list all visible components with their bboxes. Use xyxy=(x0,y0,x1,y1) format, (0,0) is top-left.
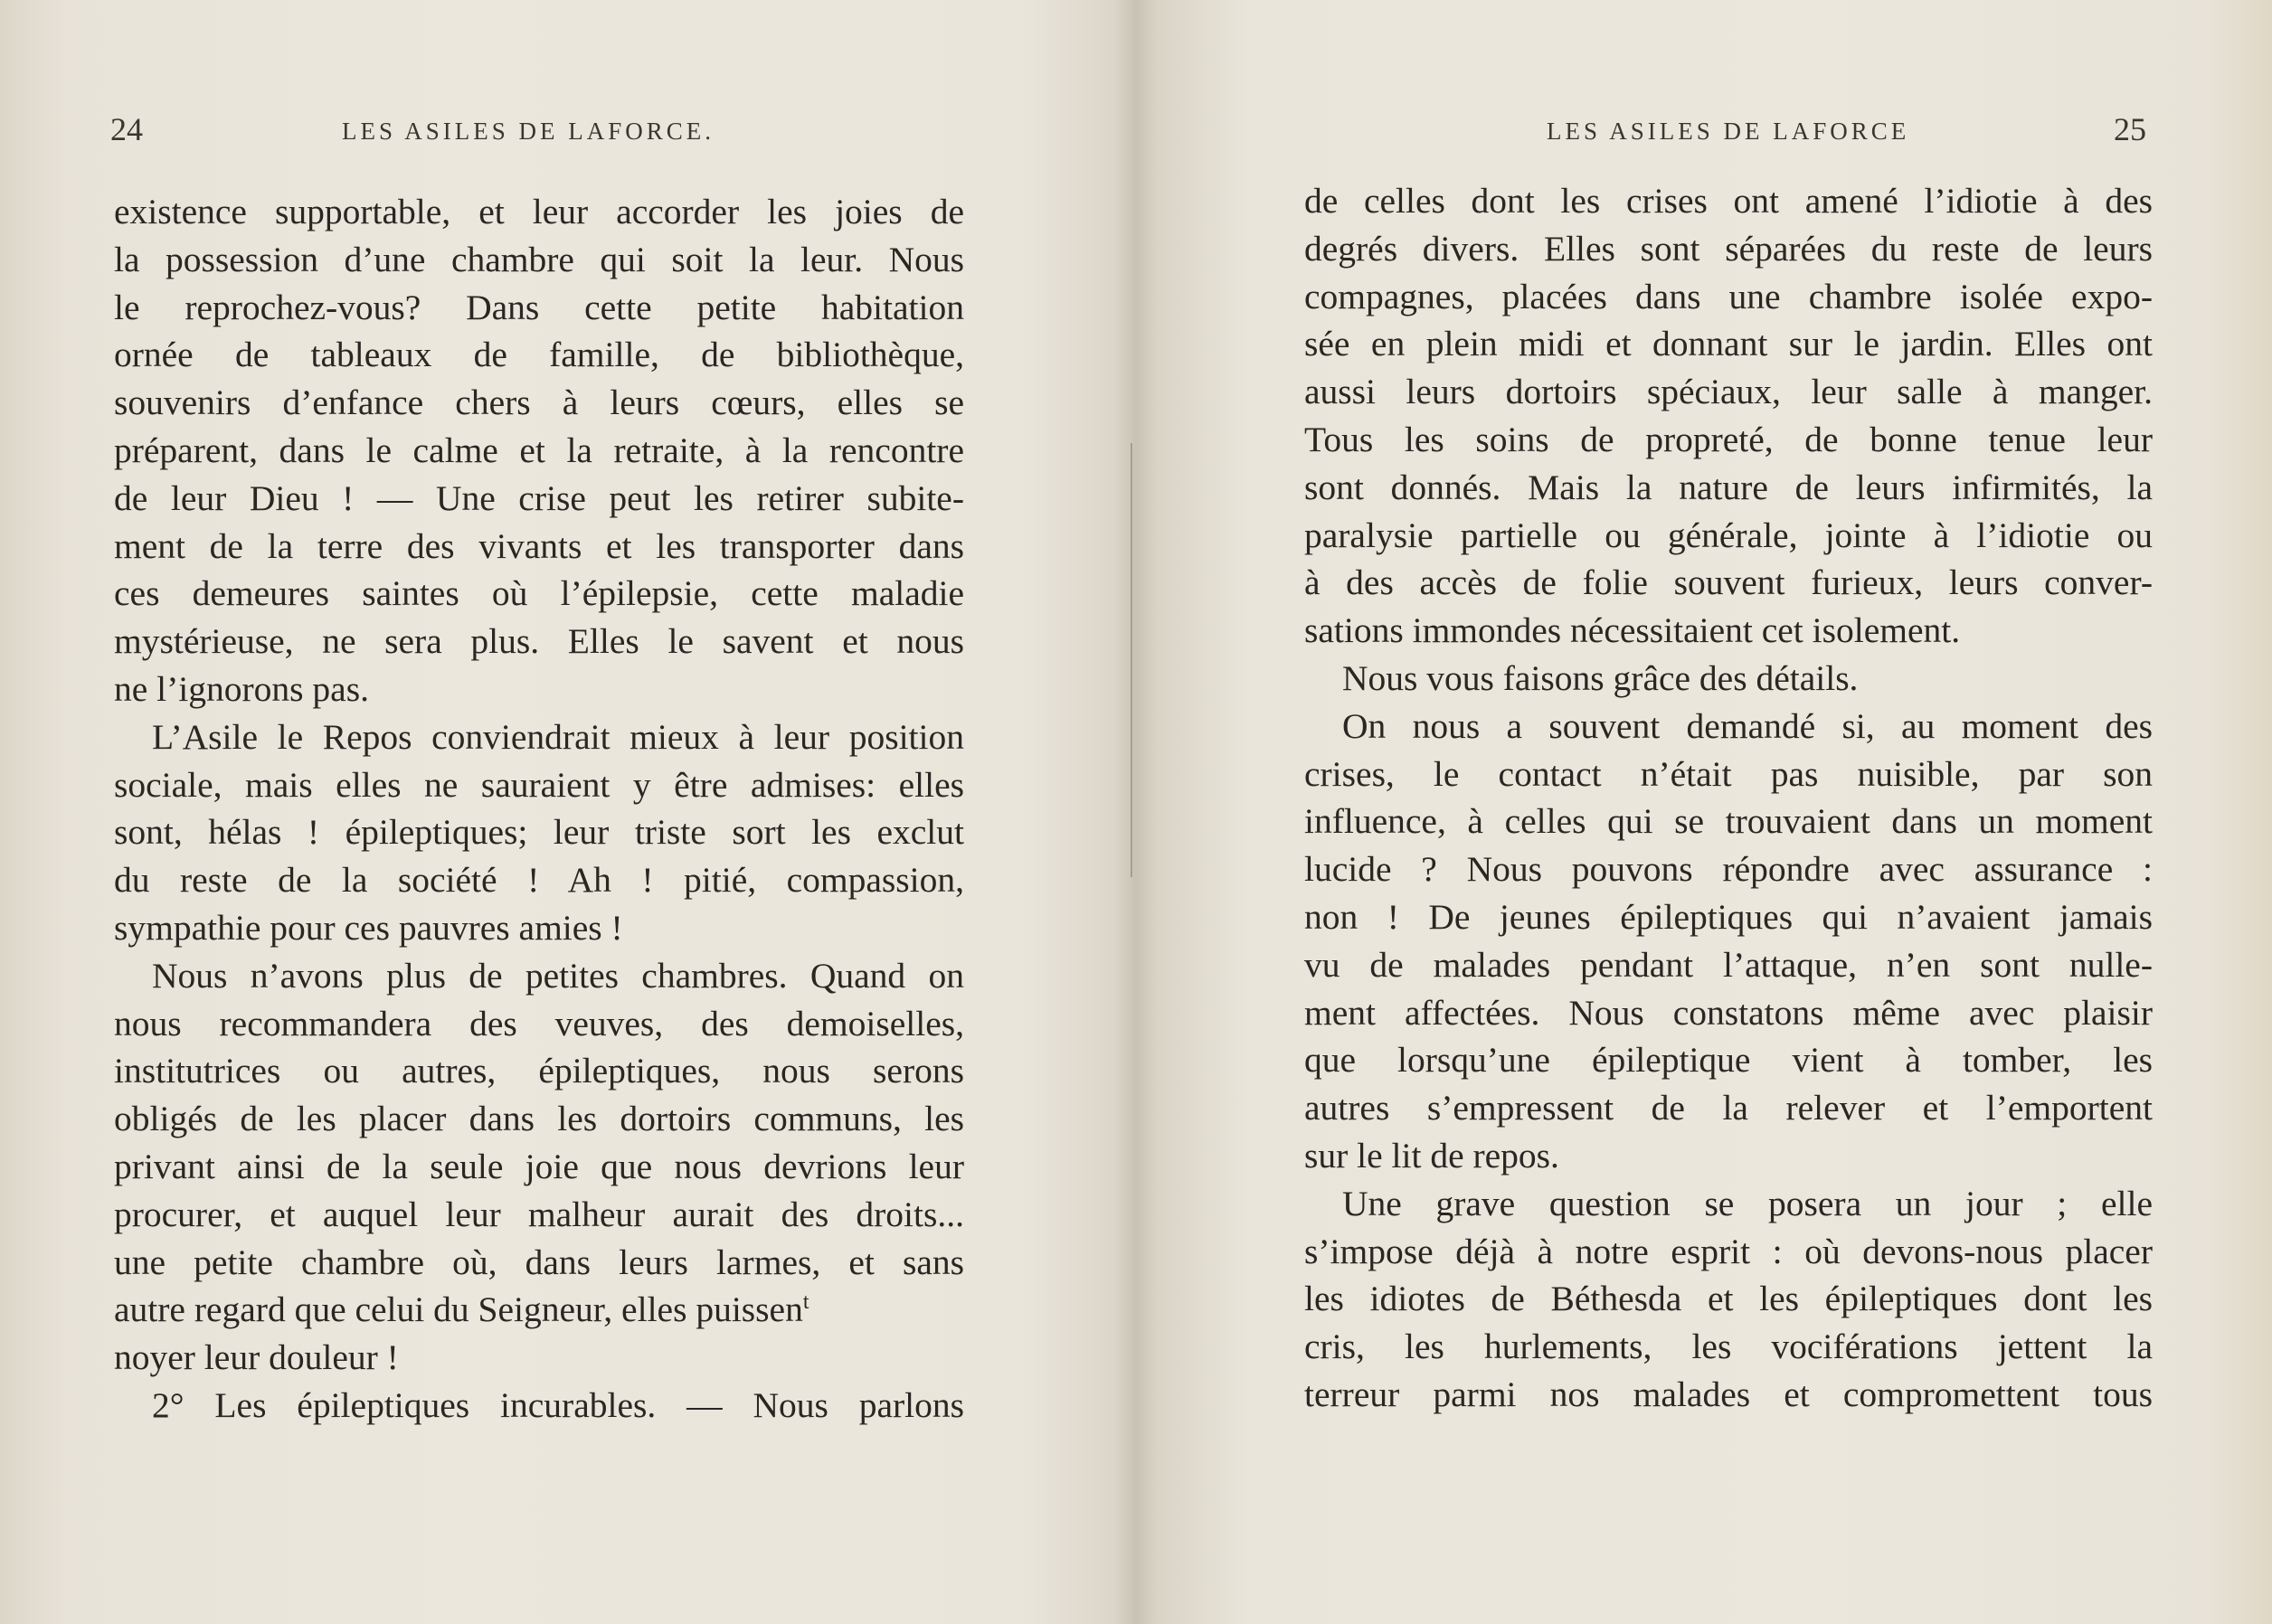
text-line: obligés de les placer dans les dortoirs communs, les xyxy=(114,1099,964,1139)
text-line: la possession d’une chambre qui soit la leur. Nous xyxy=(114,239,964,279)
text-line: sociale, mais elles ne sauraient y être admises: elles xyxy=(114,764,964,805)
text-fragment: autre regard que celui du Seigneur, elles puissen xyxy=(114,1289,803,1330)
text-line: noyer leur douleur ! xyxy=(114,1337,399,1378)
text-line: Nous vous faisons grâce des détails. xyxy=(1342,657,1859,698)
running-head: LES ASILES DE LAFORCE xyxy=(1547,118,1910,145)
text-line: Nous n’avons plus de petites chambres. Quand on xyxy=(152,955,964,996)
text-line: non ! De jeunes épileptiques qui n’avaient jamais xyxy=(1304,896,2153,937)
text-line: Tous les soins de propreté, de bonne tenue leur xyxy=(1304,419,2153,459)
text-line: que lorsqu’une épileptique vient à tomber, les xyxy=(1304,1040,2153,1081)
text-line: sympathie pour ces pauvres amies ! xyxy=(114,907,623,948)
text-line: les idiotes de Béthesda et les épileptiques dont les xyxy=(1304,1279,2153,1319)
text-line: de leur Dieu ! — Une crise peut les retirer subite- xyxy=(114,477,964,518)
right-page xyxy=(1141,0,2272,1624)
page-body xyxy=(114,188,964,1430)
text-line: autres s’empressent de la relever et l’emportent xyxy=(1304,1088,2153,1128)
text-line: privant ainsi de la seule joie que nous devrions leur xyxy=(114,1146,964,1186)
text-line: influence, à celles qui se trouvaient dans un moment xyxy=(1304,801,2153,842)
text-line: institutrices ou autres, épileptiques, nous serons xyxy=(114,1051,964,1091)
text-line: paralysie partielle ou générale, jointe à l’idiotie ou xyxy=(1304,515,2153,555)
running-head: LES ASILES DE LAFORCE. xyxy=(342,118,715,145)
text-line: le reprochez-vous? Dans cette petite habitation xyxy=(114,287,964,327)
text-line: sée en plein midi et donnant sur le jardin. Elles ont xyxy=(1304,324,2153,364)
text-line: existence supportable, et leur accorder les joies de xyxy=(114,192,964,231)
text-line: à des accès de folie souvent furieux, leurs conver- xyxy=(1304,562,2153,603)
superscript-letter: t xyxy=(802,1290,809,1315)
text-line: compagnes, placées dans une chambre isolée expo- xyxy=(1304,276,2153,316)
text-line: procurer, et auquel leur malheur aurait des droits... xyxy=(114,1194,964,1234)
text-line: sations immondes nécessitaient cet isolement. xyxy=(1304,610,1961,651)
text-line-with-superscript xyxy=(114,1286,964,1334)
text-line: de celles dont les crises ont amené l’idiotie à des xyxy=(1304,181,2153,221)
text-line: du reste de la société ! Ah ! pitié, compassion, xyxy=(114,860,964,901)
text-line: souvenirs d’enfance chers à leurs cœurs, elles se xyxy=(114,382,964,423)
text-line: nous recommandera des veuves, des demoiselles, xyxy=(114,1003,964,1043)
text-line: sont, hélas ! épileptiques; leur triste sort les exclut xyxy=(114,812,964,853)
page-number: 24 xyxy=(110,111,143,147)
text-line: sur le lit de repos. xyxy=(1304,1135,1559,1176)
text-line: On nous a souvent demandé si, au moment des xyxy=(1342,705,2153,746)
text-line: ment de la terre des vivants et les transporter dans xyxy=(114,525,964,566)
text-line: ornée de tableaux de famille, de bibliothèque, xyxy=(114,335,964,375)
text-line: degrés divers. Elles sont séparées du reste de leurs xyxy=(1304,228,2153,269)
text-line: Une grave question se posera un jour ; elle xyxy=(1342,1183,2153,1223)
page-body xyxy=(1304,177,2153,1419)
text-line: ces demeures saintes où l’épilepsie, cette maladie xyxy=(114,573,964,614)
text-line: ne l’ignorons pas. xyxy=(114,668,369,709)
text-line: 2° Les épileptiques incurables. — Nous parlons xyxy=(152,1384,964,1425)
text-line: ment affectées. Nous constatons même avec plaisir xyxy=(1304,992,2153,1033)
text-line: sont donnés. Mais la nature de leurs infirmités, la xyxy=(1304,467,2153,507)
text-line: vu de malades pendant l’attaque, n’en sont nulle- xyxy=(1304,944,2153,985)
text-line: aussi leurs dortoirs spéciaux, leur salle à manger. xyxy=(1304,372,2153,412)
text-line: crises, le contact n’était pas nuisible, par son xyxy=(1304,753,2153,794)
gutter-thread xyxy=(1131,443,1132,877)
left-page xyxy=(0,0,1131,1624)
text-line: lucide ? Nous pouvons répondre avec assurance : xyxy=(1304,849,2153,890)
text-line: s’impose déjà à notre esprit : où devons-nous placer xyxy=(1304,1231,2153,1271)
text-line: terreur parmi nos malades et compromettent tous xyxy=(1304,1374,2153,1414)
page-number: 25 xyxy=(2114,111,2146,147)
text-line: cris, les hurlements, les vociférations jettent la xyxy=(1304,1327,2153,1367)
text-line: une petite chambre où, dans leurs larmes, et sans xyxy=(114,1242,964,1282)
text-line: préparent, dans le calme et la retraite, à la rencontre xyxy=(114,430,964,470)
text-line: L’Asile le Repos conviendrait mieux à leur position xyxy=(152,716,964,757)
text-line: mystérieuse, ne sera plus. Elles le savent et nous xyxy=(114,621,964,662)
